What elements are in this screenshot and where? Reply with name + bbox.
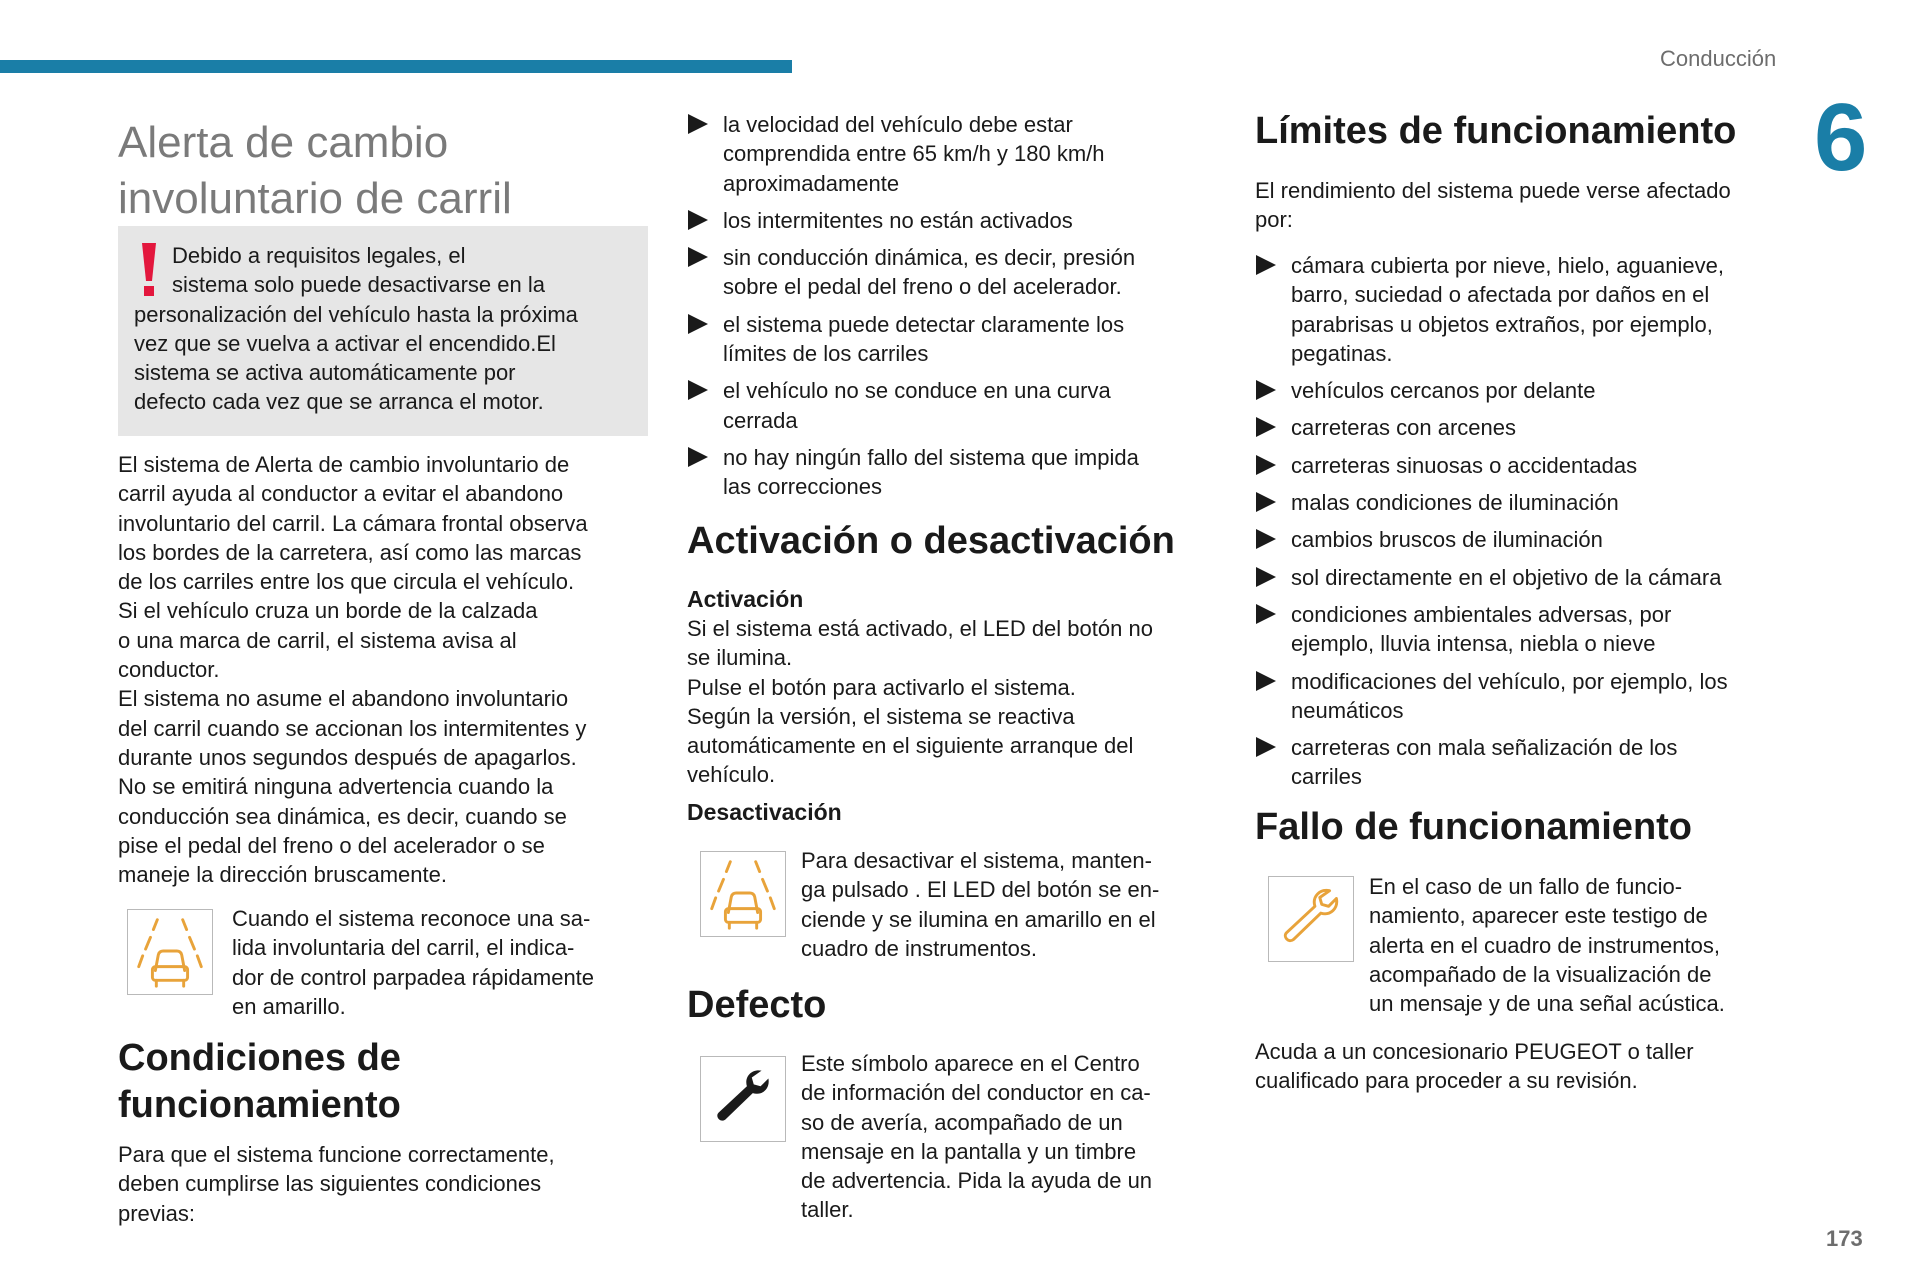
conditions-list	[687, 110, 1207, 510]
list-item: sol directamente en el objetivo de la cámara	[1255, 563, 1795, 592]
defect-heading: Defecto	[687, 984, 827, 1026]
arrow-right-icon	[1255, 735, 1277, 759]
deactivation-subheading: Desactivación	[687, 799, 842, 825]
conditions-intro: Para que el sistema funcione correctamente, deben cumplirse las siguientes condiciones previas:	[118, 1142, 555, 1226]
list-item: la velocidad del vehículo debe estar comprendida entre 65 km/h y 180 km/h aproximadamente	[687, 110, 1207, 198]
arrow-right-icon	[687, 378, 709, 402]
arrow-right-icon	[687, 445, 709, 469]
dealer-advice: Acuda a un concesionario PEUGEOT o taller cualificado para proceder a su revisión.	[1255, 1039, 1694, 1094]
arrow-right-icon	[1255, 253, 1277, 277]
arrow-right-icon	[687, 312, 709, 336]
list-item: vehículos cercanos por delante	[1255, 376, 1795, 405]
lane-departure-warning-icon	[701, 852, 785, 936]
header-accent-bar	[0, 60, 792, 73]
title-line: Alerta de cambio	[118, 118, 449, 167]
list-item: modificaciones del vehículo, por ejemplo, los neumáticos	[1255, 667, 1795, 726]
arrow-right-icon	[1255, 378, 1277, 402]
fault-heading: Fallo de funcionamiento	[1255, 806, 1693, 848]
indicator-description: Cuando el sistema reconoce una sa- lida involuntaria del carril, el indica- dor de control parpadea rápidamente en amarillo.	[232, 906, 595, 1019]
arrow-right-icon	[687, 208, 709, 232]
wrench-icon	[701, 1057, 785, 1141]
arrow-right-icon	[1255, 453, 1277, 477]
activation-text: Si el sistema está activado, el LED del botón no se ilumina. Pulse el botón para activarlo el sistema. Según la versión, el sistema se reactiva automáticamente en el siguiente arranque del vehículo.	[687, 616, 1153, 788]
list-item: cámara cubierta por nieve, hielo, aguanieve, barro, suciedad o afectada por daños en el parabrisas u objetos extraños, por ejemplo, pegatinas.	[1255, 251, 1795, 368]
list-item: el vehículo no se conduce en una curva cerrada	[687, 376, 1207, 435]
arrow-right-icon	[1255, 602, 1277, 626]
legal-warning-text: Debido a requisitos legales, el sistema solo puede desactivarse en la personalización del vehículo hasta la próxima vez que se vuelva a activar el encendido.El sistema se activa automáticamente por defecto cada vez que se arranca el motor.	[134, 243, 578, 415]
lane-departure-warning-icon	[128, 910, 212, 994]
service-warning-icon-box	[1268, 876, 1354, 962]
list-item: carreteras sinuosas o accidentadas	[1255, 451, 1795, 480]
page-number: 173	[1826, 1226, 1863, 1251]
arrow-right-icon	[1255, 490, 1277, 514]
arrow-right-icon	[687, 112, 709, 136]
chapter-number: 6	[1814, 84, 1868, 191]
arrow-right-icon	[1255, 565, 1277, 589]
limits-intro: El rendimiento del sistema puede verse afectado por:	[1255, 178, 1731, 233]
deactivation-text: Para desactivar el sistema, manten- ga pulsado . El LED del botón se en- ciende y se ilumina en amarillo en el cuadro de instrumentos.	[801, 848, 1160, 961]
arrow-right-icon	[1255, 527, 1277, 551]
arrow-right-icon	[687, 245, 709, 269]
list-item: carreteras con mala señalización de los carriles	[1255, 733, 1795, 792]
page-title	[118, 115, 638, 227]
wrench-warning-icon	[1269, 877, 1353, 961]
defect-text: Este símbolo aparece en el Centro de información del conductor en ca- so de avería, acompañado de un mensaje en la pantalla y un timbre de advertencia. Pida la ayuda de un taller.	[801, 1051, 1153, 1223]
limits-list	[1255, 251, 1795, 800]
exclamation-icon	[134, 241, 164, 299]
list-item: sin conducción dinámica, es decir, presión sobre el pedal del freno o del acelerador.	[687, 243, 1207, 302]
list-item: el sistema puede detectar claramente los límites de los carriles	[687, 310, 1207, 369]
title-line: involuntario de carril	[118, 174, 512, 223]
list-item: carreteras con arcenes	[1255, 413, 1795, 442]
fault-text: En el caso de un fallo de funcio- namiento, aparecer este testigo de alerta en el cuadro de instrumentos, acompañado de la visualización de un mensaje y de una señal acústica.	[1369, 874, 1725, 1017]
wrench-icon-box	[700, 1056, 786, 1142]
list-item: los intermitentes no están activados	[687, 206, 1207, 235]
system-description: El sistema de Alerta de cambio involuntario de carril ayuda al conductor a evitar el abandono involuntario del carril. La cámara frontal observa los bordes de la carretera, así como las marcas de los carriles entre los que circula el vehículo. Si el vehículo cruza un borde de la calzada o una marca de carril, el sistema avisa al conductor. El sistema no asume el abandono involuntario del carril cuando se accionan los intermitentes y durante unos segundos después de apagarlos. No se emitirá ninguna advertencia cuando la conducción sea dinámica, es decir, cuando se pise el pedal del freno o del acelerador o se maneje la dirección bruscamente.	[118, 452, 588, 888]
lane-departure-icon-box	[700, 851, 786, 937]
activation-heading: Activación o desactivación	[687, 520, 1175, 562]
arrow-right-icon	[1255, 669, 1277, 693]
conditions-heading: Condiciones de funcionamiento	[118, 1037, 401, 1126]
section-name: Conducción	[1660, 46, 1777, 71]
list-item: malas condiciones de iluminación	[1255, 488, 1795, 517]
list-item: cambios bruscos de iluminación	[1255, 525, 1795, 554]
arrow-right-icon	[1255, 415, 1277, 439]
limits-heading: Límites de funcionamiento	[1255, 110, 1737, 152]
list-item: no hay ningún fallo del sistema que impida las correcciones	[687, 443, 1207, 502]
legal-warning-box	[118, 226, 648, 436]
list-item: condiciones ambientales adversas, por ejemplo, lluvia intensa, niebla o nieve	[1255, 600, 1795, 659]
activation-subheading: Activación	[687, 586, 804, 612]
lane-departure-icon-box	[127, 909, 213, 995]
